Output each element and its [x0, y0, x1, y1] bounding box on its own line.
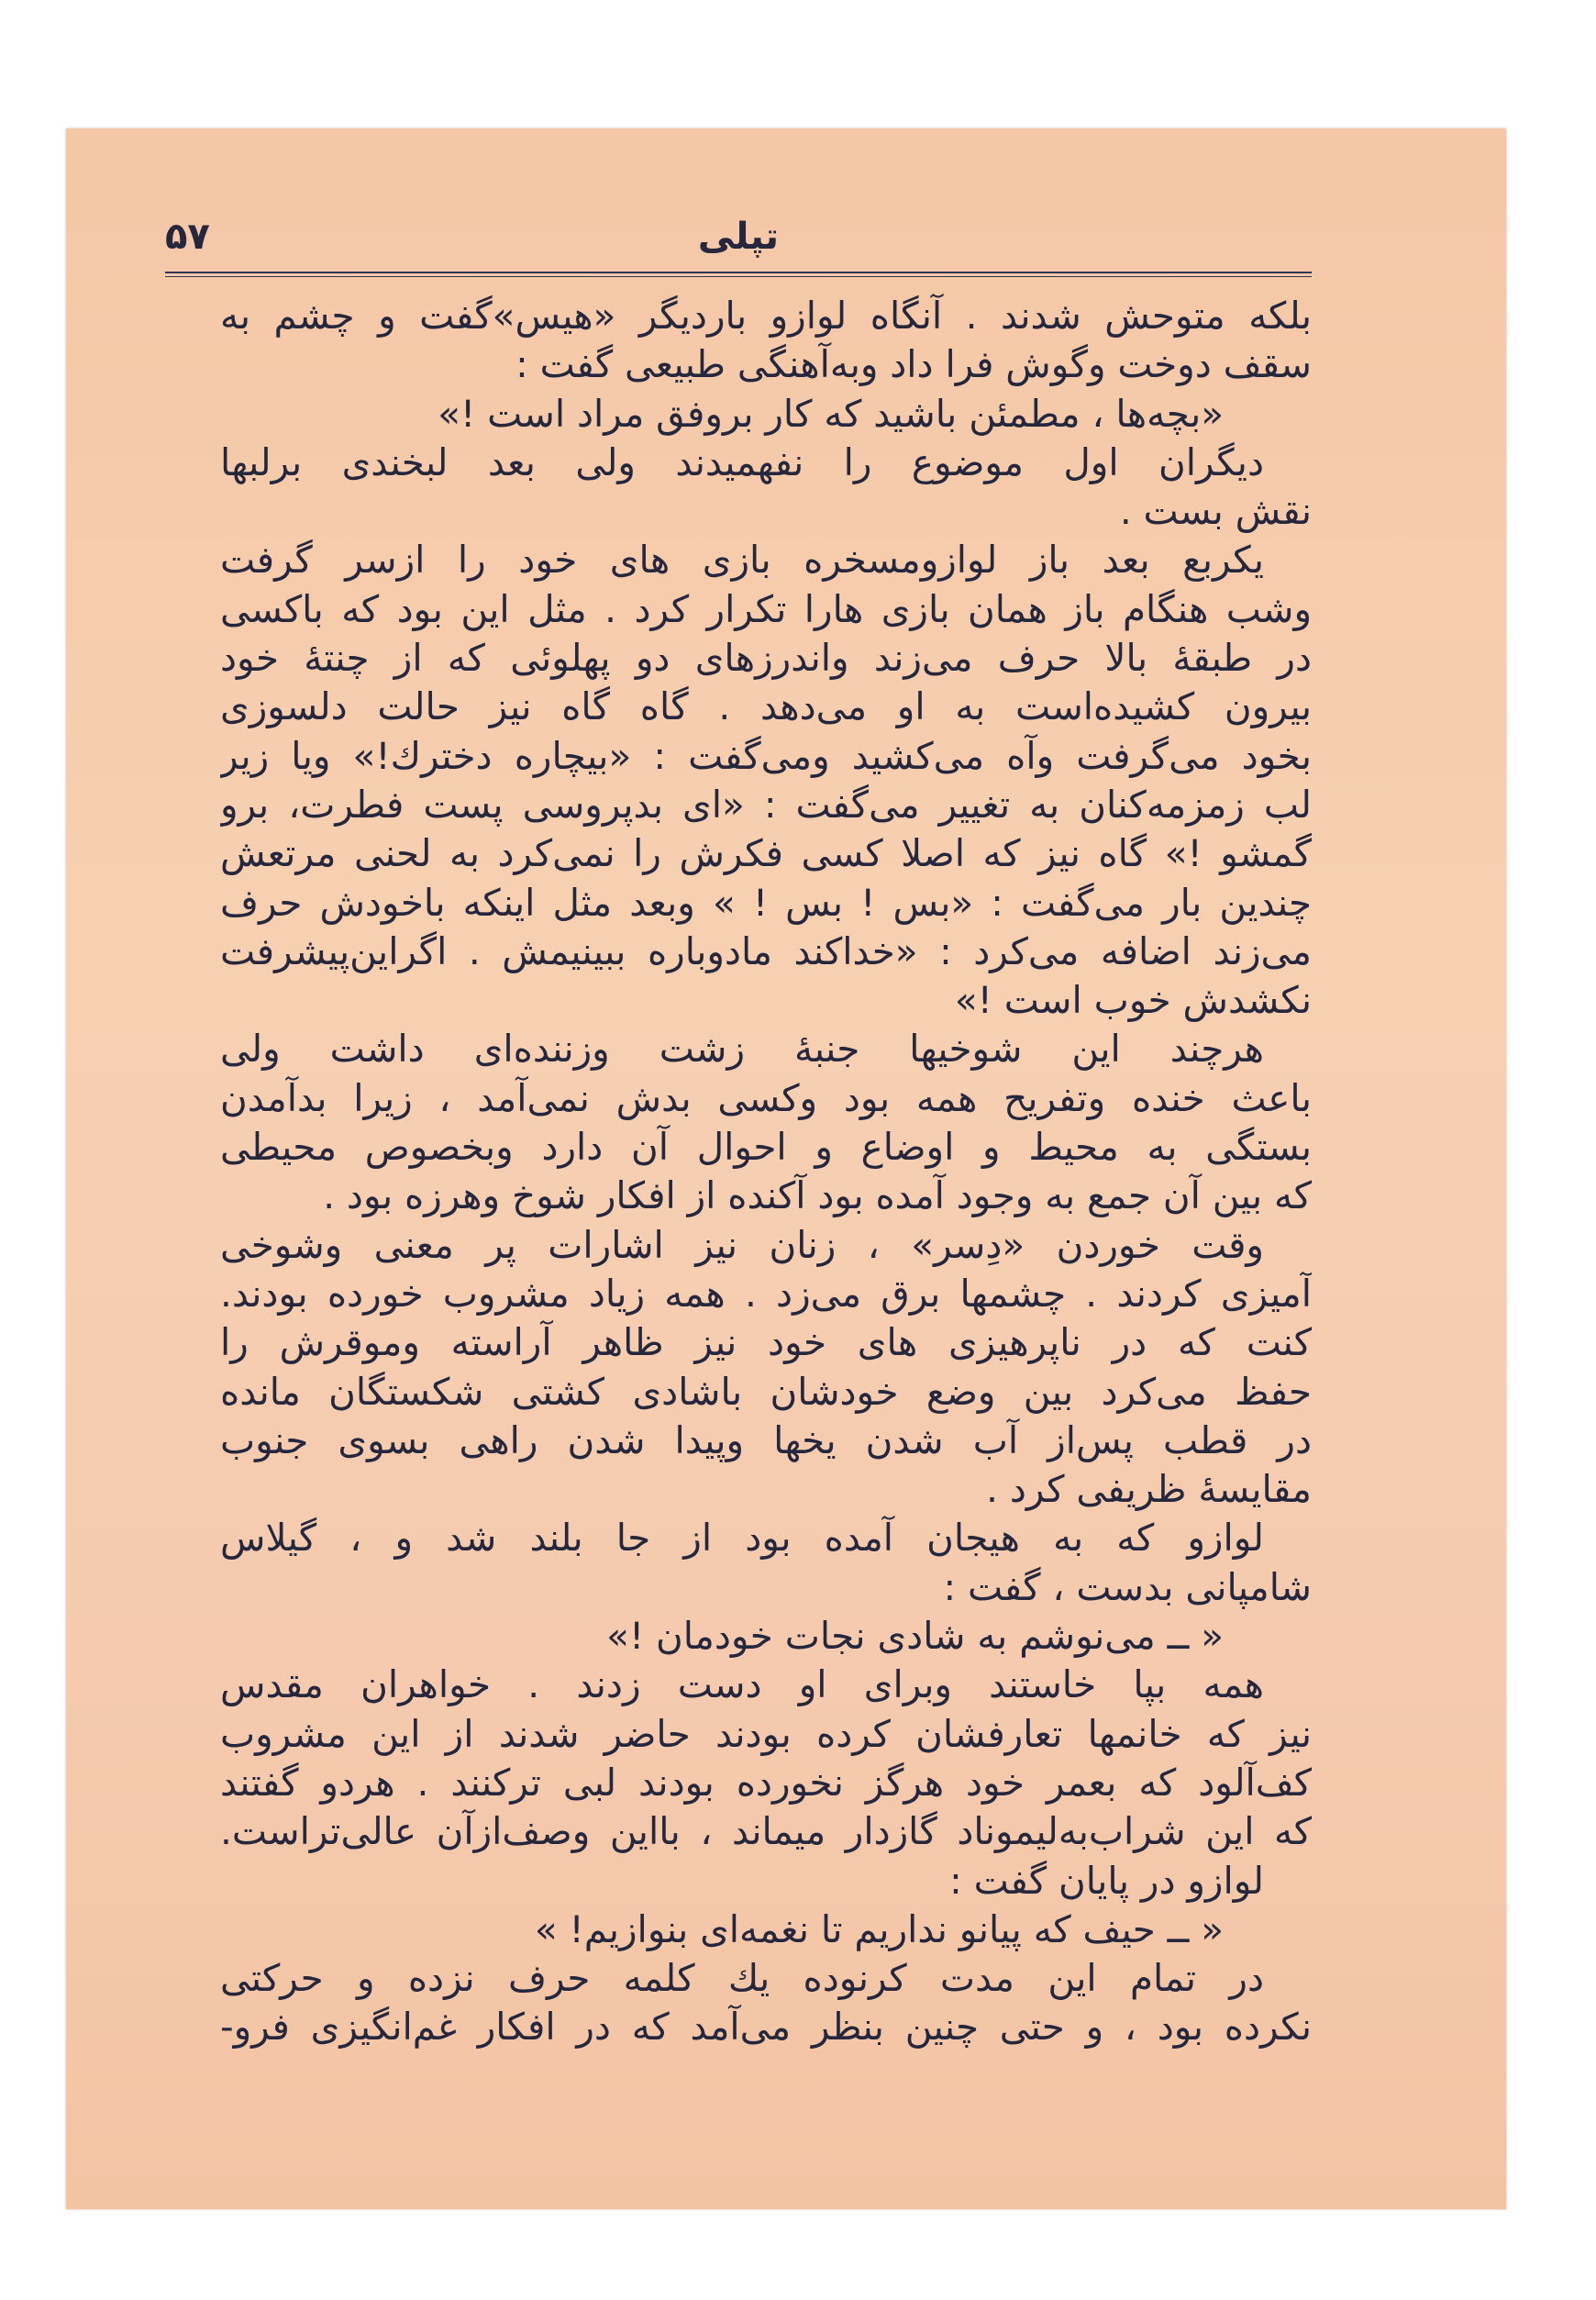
text-line: بخود می‌گرفت وآه می‌کشید ومی‌گفت : «بیچاره دخترك!» ویا زیر — [220, 733, 1312, 778]
text-line: آمیزی کردند . چشمها برق می‌زد . همه زیاد مشروب خورده بودند. — [220, 1271, 1312, 1316]
text-line: حفظ می‌کرد بین وضع خودشان باشادی کشتی شکستگان مانده — [220, 1369, 1312, 1414]
text-line: لب زمزمه‌کنان به تغییر می‌گفت : «ای بدپروسی پست فطرت، برو — [220, 782, 1312, 827]
text-line: باعث خنده وتفریح همه بود وکسی بدش نمی‌آمد ، زیرا بدآمدن — [220, 1075, 1312, 1120]
text-line: نقش بست . — [1119, 489, 1312, 534]
text-line: سقف دوخت وگوش فرا داد وبه‌آهنگی طبیعی گفت : — [515, 342, 1312, 387]
text-line: که این شراب‌به‌لیموناد گازدار میماند ، بااین وصف‌ازآن عالی‌تراست. — [220, 1809, 1312, 1854]
text-line: نکشدش خوب است !» — [954, 978, 1312, 1023]
text-line: شامپانی بدست ، گفت : — [943, 1564, 1312, 1609]
text-line: « ــ حیف که پیانو نداریم تا نغمه‌ای بنوازیم! » — [534, 1906, 1224, 1951]
text-line: بلکه متوحش شدند . آنگاه لوازو باردیگر «هیس»گفت و چشم به — [220, 294, 1312, 338]
body-text — [220, 292, 1312, 2172]
text-line: وقت خوردن «دِسر» ، زنان نیز اشارات پر معنی وشوخی — [220, 1222, 1264, 1267]
text-line: در طبقهٔ بالا حرف می‌زند واندرزهای دو پهلوئی که از چنتهٔ خود — [220, 636, 1312, 681]
text-line: گمشو !» گاه نیز که اصلا کسی فکرش را نمی‌کرد به لحنی مرتعش — [220, 831, 1312, 876]
running-title: تپلی — [697, 216, 780, 258]
text-line: کنت که در ناپرهیزی های خود نیز ظاهر آراسته وموقرش را — [220, 1320, 1312, 1365]
text-line: هرچند این شوخیها جنبهٔ زشت وزننده‌ای داشت ولی — [220, 1027, 1264, 1072]
page-number: ۵۷ — [165, 216, 210, 258]
text-line: « ــ می‌نوشم به شادی نجات خودمان !» — [606, 1614, 1224, 1659]
text-line: «بچه‌ها ، مطمئن باشید که کار بروفق مراد است !» — [438, 391, 1224, 436]
header-rule — [165, 272, 1312, 277]
text-line: لوازو که به هیجان آمده بود از جا بلند شد و ، گیلاس — [220, 1516, 1264, 1561]
text-line: لوازو در پایان گفت : — [949, 1858, 1264, 1903]
text-line: چندین بار می‌گفت : «بس ! بس ! » وبعد مثل اینکه باخودش حرف — [220, 880, 1312, 925]
text-line: که بین آن جمع به وجود آمده بود آکنده از افکار شوخ وهرزه بود . — [323, 1173, 1312, 1218]
text-line: نکرده بود ، و حتی چنین بنظر می‌آمد که در افکار غم‌انگیزی فرو- — [220, 2005, 1312, 2050]
text-line: همه بپا خاستند وبرای او دست زدند . خواهران مقدس — [220, 1662, 1264, 1707]
text-line: مقایسهٔ ظریفی کرد . — [986, 1467, 1312, 1512]
text-line: در قطب پس‌از آب شدن یخها وپیدا شدن راهی بسوی جنوب — [220, 1417, 1312, 1462]
text-line: وشب هنگام باز همان بازی هارا تکرار کرد . مثل این بود که باکسی — [220, 586, 1312, 631]
text-line: بستگی به محیط و اوضاع و احوال آن دارد وبخصوص محیطی — [220, 1125, 1312, 1170]
text-line: دیگران اول موضوع را نفهمیدند ولی بعد لبخندی برلبها — [220, 439, 1264, 484]
text-line: کف‌آلود که بعمر خود هرگز نخورده بودند لبی ترکنند . هردو گفتند — [220, 1760, 1312, 1805]
text-line: نیز که خانمها تعارفشان کرده بودند حاضر شدند از این مشروب — [220, 1711, 1312, 1756]
text-line: بیرون کشیده‌است به او می‌دهد . گاه گاه نیز حالت دلسوزی — [220, 684, 1312, 729]
text-line: در تمام این مدت کرنوده یك کلمه حرف نزده و حرکتی — [220, 1956, 1264, 2001]
text-line: می‌زند اضافه می‌کرد : «خداکند مادوباره ببینیمش . اگراین‌پیشرفت — [220, 928, 1312, 973]
page-header — [165, 216, 1312, 271]
text-line: یکربع بعد باز لوازومسخره بازی های خود را ازسر گرفت — [220, 538, 1264, 583]
